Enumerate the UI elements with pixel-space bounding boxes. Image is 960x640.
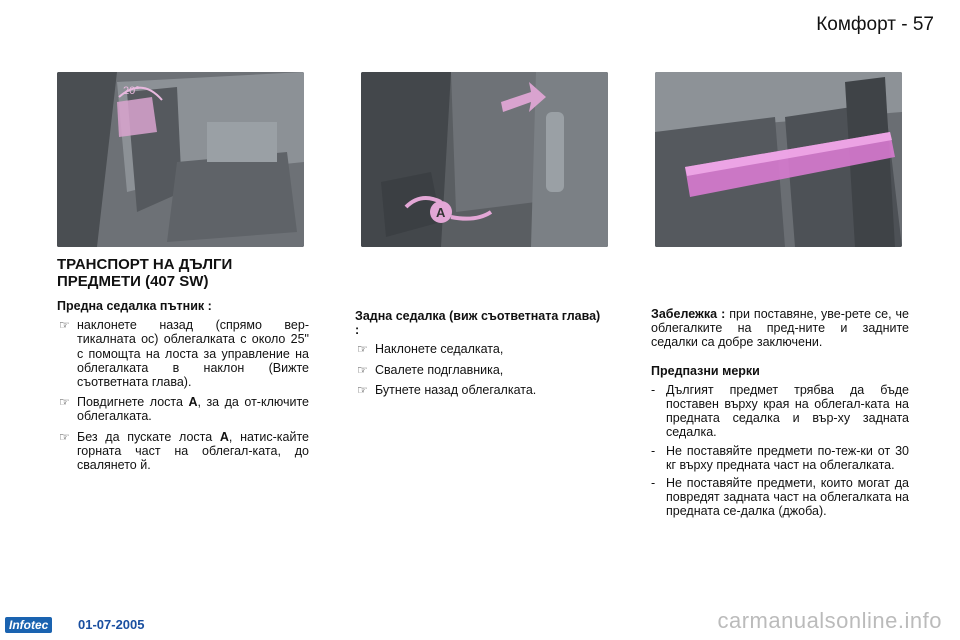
list-item — [57, 395, 309, 423]
notes-column — [651, 307, 909, 523]
pointing-hand-icon: ☞ — [59, 429, 70, 444]
list-item — [355, 363, 607, 377]
rear-seat-column — [355, 309, 607, 403]
section-title: ТРАНСПОРТ НА ДЪЛГИ ПРЕДМЕТИ (407 SW) — [57, 256, 233, 290]
list-item-text: Свалете подглавника, — [375, 362, 504, 377]
front-seat-column — [57, 299, 309, 478]
list-item — [651, 444, 909, 472]
list-item — [651, 383, 909, 440]
pointing-hand-icon: ☞ — [357, 362, 368, 377]
lever-label: A — [219, 429, 229, 444]
note-label: Забележка : — [651, 307, 726, 321]
watermark: carmanualsonline.info — [717, 608, 942, 633]
list-item-text: , за да от-ключите облегалката. — [77, 395, 309, 424]
precautions-heading: Предпазни мерки — [651, 363, 760, 378]
list-item-text: Не поставяйте предмети по-теж-ки от 30 кг върху предната част на облегалката. — [666, 443, 909, 472]
footer-date: 01-07-2005 — [78, 617, 145, 632]
front-seat-photo — [57, 72, 304, 247]
page-title: Комфорт - 57 — [816, 14, 934, 35]
list-item-text: Дългият предмет трябва да бъде поставен върху края на облегал-ката на предната седалка и вър-ху задната седалка. — [666, 382, 909, 440]
note-text: при поставяне, уве-рете се, че облегалките на пред-ните и задните седалки са добре заключени. — [651, 307, 910, 350]
infotec-logo: Infotec — [5, 617, 52, 633]
rear-seat-heading: Задна седалка (виж съответната глава) : — [355, 309, 601, 338]
list-item-text: Наклонете седалката, — [375, 342, 504, 357]
pointing-hand-icon: ☞ — [357, 342, 368, 357]
list-item-text: наклонете назад (спрямо вер-тикалната ос) облегалката с около 25" с помощта на лоста за управление на облегалката в наклон (Вижте съответната глава). — [77, 318, 309, 390]
lever-a-label: A — [436, 205, 446, 220]
pointing-hand-icon: ☞ — [59, 395, 70, 410]
list-item-text: , натис-кайте горната част на облегал-ката, до свалянето й. — [77, 429, 309, 473]
list-item-text: Бутнете назад облегалката. — [375, 382, 537, 397]
pointing-hand-icon: ☞ — [357, 382, 368, 397]
dash-marker: - — [651, 476, 656, 491]
note-paragraph — [651, 307, 909, 350]
rear-seat-photo — [361, 72, 608, 247]
lever-label: A — [188, 395, 198, 410]
long-item-photo — [655, 72, 902, 247]
dash-marker: - — [651, 382, 656, 397]
front-seat-heading: Предна седалка пътник : — [57, 299, 212, 313]
angle-label: 20° — [123, 85, 140, 97]
list-item — [355, 342, 607, 356]
list-item — [355, 383, 607, 397]
pointing-hand-icon: ☞ — [59, 318, 70, 333]
list-item-text: Не поставяйте предмети, които могат да повредят задната част на облегалката на предната се-далка (джоба). — [666, 476, 909, 519]
list-item-text: Без да пускате лоста — [77, 429, 220, 444]
list-item — [651, 476, 909, 519]
list-item-text: Повдигнете лоста — [77, 395, 189, 410]
list-item — [57, 318, 309, 389]
list-item — [57, 430, 309, 473]
dash-marker: - — [651, 443, 656, 458]
